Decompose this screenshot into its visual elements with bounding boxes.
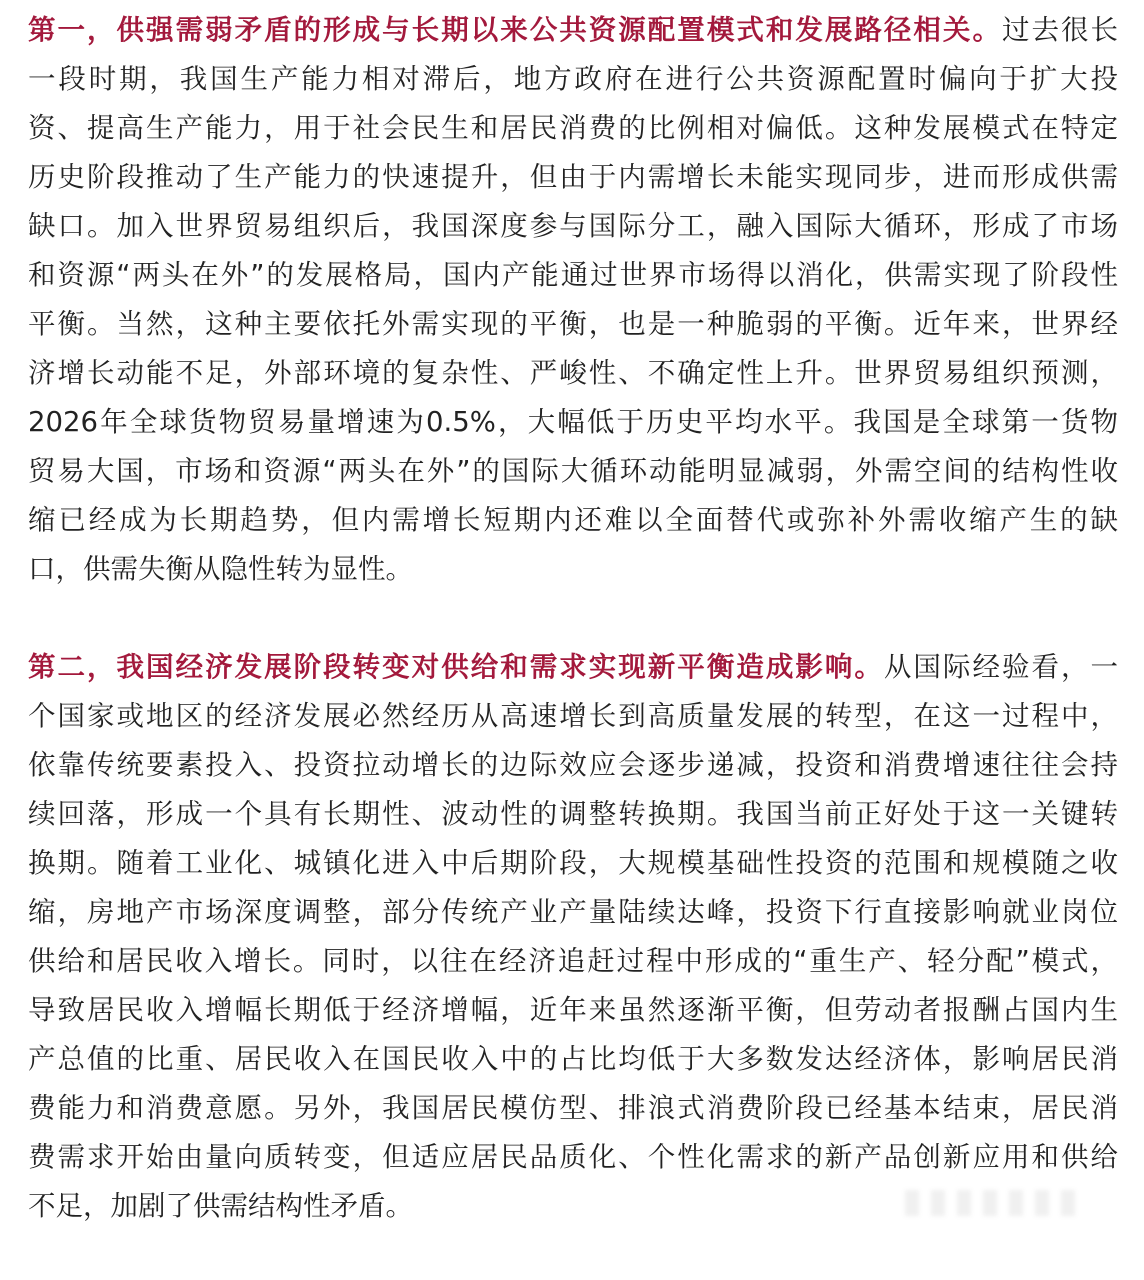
- text-line: 依靠传统要素投入、投资拉动增长的边际效应会逐步递减，投资和消费增速往往会持: [28, 749, 1118, 781]
- text-line: 济增长动能不足，外部环境的复杂性、严峻性、不确定性上升。世界贸易组织预测，: [28, 357, 1118, 389]
- text-line: 供给和居民收入增长。同时，以往在经济追赶过程中形成的“重生产、轻分配”模式，: [28, 945, 1118, 977]
- text-line: 资、提高生产能力，用于社会民生和居民消费的比例相对偏低。这种发展模式在特定: [28, 112, 1118, 144]
- text-line: 缩，房地产市场深度调整，部分传统产业产量陆续达峰，投资下行直接影响就业岗位: [28, 896, 1118, 928]
- text-line: 平衡。当然，这种主要依托外需实现的平衡，也是一种脆弱的平衡。近年来，世界经: [28, 308, 1118, 340]
- text-line: 缩已经成为长期趋势，但内需增长短期内还难以全面替代或弥补外需收缩产生的缺: [28, 504, 1118, 536]
- text-line: 缺口。加入世界贸易组织后，我国深度参与国际分工，融入国际大循环，形成了市场: [28, 210, 1118, 242]
- paragraph: [28, 6, 1118, 594]
- text-line: 换期。随着工业化、城镇化进入中后期阶段，大规模基础性投资的范围和规模随之收: [28, 847, 1118, 879]
- text-line: [28, 6, 1118, 55]
- text-line: [28, 643, 1118, 692]
- text-line: 2026年全球货物贸易量增速为0.5%，大幅低于历史平均水平。我国是全球第一货物: [28, 406, 1118, 438]
- paragraph-text: 从国际经验看，一: [883, 651, 1118, 683]
- paragraph: [28, 643, 1118, 1231]
- text-line: 续回落，形成一个具有长期性、波动性的调整转换期。我国当前正好处于这一关键转: [28, 798, 1118, 830]
- text-line: 费能力和消费意愿。另外，我国居民模仿型、排浪式消费阶段已经基本结束，居民消: [28, 1092, 1118, 1124]
- text-line: 历史阶段推动了生产能力的快速提升，但由于内需增长未能实现同步，进而形成供需: [28, 161, 1118, 193]
- text-line: 口，供需失衡从隐性转为显性。: [28, 553, 413, 585]
- text-line: 不足，加剧了供需结构性矛盾。: [28, 1190, 413, 1222]
- text-line: 一段时期，我国生产能力相对滞后，地方政府在进行公共资源配置时偏向于扩大投: [28, 63, 1118, 95]
- text-line: 导致居民收入增幅长期低于经济增幅，近年来虽然逐渐平衡，但劳动者报酬占国内生: [28, 994, 1118, 1026]
- paragraph-heading: 第一，供强需弱矛盾的形成与长期以来公共资源配置模式和发展路径相关。: [28, 14, 1002, 46]
- text-line: 个国家或地区的经济发展必然经历从高速增长到高质量发展的转型，在这一过程中，: [28, 700, 1118, 732]
- paragraph-heading: 第二，我国经济发展阶段转变对供给和需求实现新平衡造成影响。: [28, 651, 884, 683]
- text-line: 和资源“两头在外”的发展格局，国内产能通过世界市场得以消化，供需实现了阶段性: [28, 259, 1118, 291]
- paragraph-text: 过去很长: [1001, 14, 1118, 46]
- text-line: 产总值的比重、居民收入在国民收入中的占比均低于大多数发达经济体，影响居民消: [28, 1043, 1118, 1075]
- watermark-logo: [905, 1190, 1144, 1220]
- text-line: 贸易大国，市场和资源“两头在外”的国际大循环动能明显减弱，外需空间的结构性收: [28, 455, 1118, 487]
- text-line: 费需求开始由量向质转变，但适应居民品质化、个性化需求的新产品创新应用和供给: [28, 1141, 1118, 1173]
- article-body: [28, 6, 1118, 1280]
